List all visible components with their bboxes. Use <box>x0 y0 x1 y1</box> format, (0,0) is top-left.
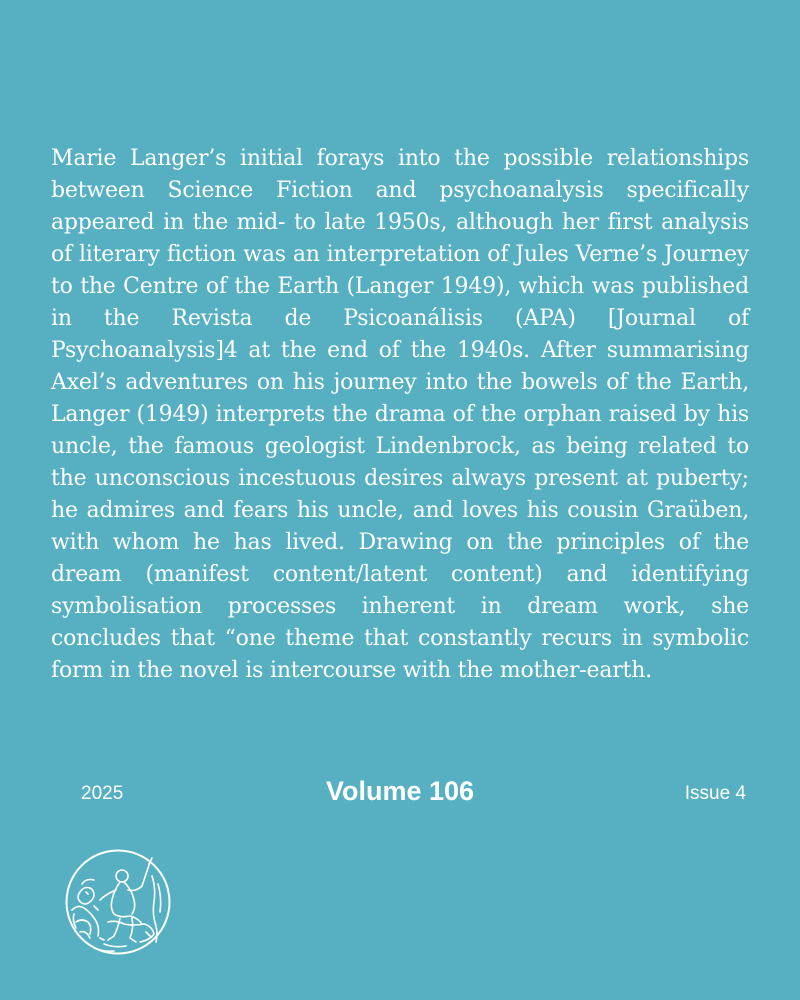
issue-footer <box>0 772 800 816</box>
volume-number: Volume 106 <box>325 776 475 806</box>
seal-emblem-icon <box>64 848 172 956</box>
body-paragraph: Marie Langer’s initial forays into the possible relationships between Science Fiction and psychoanalysis specifically appeared in the mid- to late 1950s, although her first analysis of literary fiction was an interpretation of Jules Verne’s Journey to the Centre of the Earth (Langer 1949), which was published in the Revista de Psicoanálisis (APA) [Journal of Psychoanalysis]4 at the end of the 1940s. After summarising Axel’s adventures on his journey into the bowels of the Earth, Langer (1949) interprets the drama of the orphan raised by his uncle, the famous geologist Lindenbrock, as being related to the unconscious incestuous desires always present at puberty; he admires and fears his uncle, and loves his cousin Graüben, with whom he has lived. Drawing on the principles of the dream (manifest content/latent content) and identifying symbolisation processes inherent in dream work, she concludes that “one theme that constantly recurs in symbolic form in the novel is intercourse with the mother-earth. <box>51 146 749 683</box>
seal-emblem-graphic <box>64 848 172 956</box>
publication-year: 2025 <box>81 783 124 804</box>
issue-number: Issue 4 <box>684 783 746 804</box>
